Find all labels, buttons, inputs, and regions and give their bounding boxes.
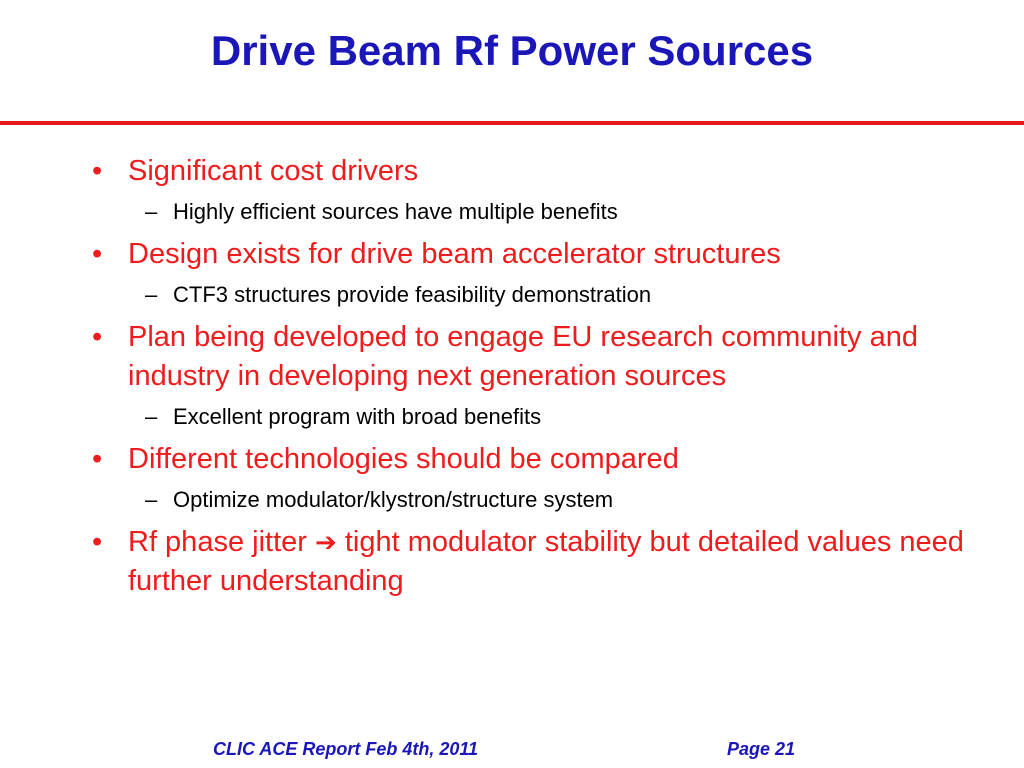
bullet-text: Different technologies should be compared [128, 443, 679, 475]
bullet-item [0, 235, 1024, 274]
bullet-text-before: Rf phase jitter [128, 526, 307, 558]
title-divider [0, 121, 1024, 125]
sub-bullet-marker: – [145, 487, 158, 512]
bullet-item [0, 152, 1024, 191]
bullet-text-after: tight modulator stability but detailed values need further understanding [128, 526, 964, 597]
bullet-text: Significant cost drivers [128, 155, 419, 187]
sub-bullet-item [0, 485, 1024, 515]
slide-title: Drive Beam Rf Power Sources [210, 27, 814, 74]
bullet-item [0, 318, 1024, 396]
page-number: Page 21 [727, 739, 796, 759]
bullet-item [0, 440, 1024, 479]
sub-bullet-text: Optimize modulator/klystron/structure system [173, 487, 614, 512]
bullet-marker: • [92, 526, 103, 558]
sub-bullet-item [0, 197, 1024, 227]
bullet-list [0, 152, 1024, 607]
footer [0, 739, 1024, 763]
sub-bullet-text: Excellent program with broad benefits [173, 404, 542, 429]
bullet-item [0, 523, 1024, 601]
sub-bullet-marker: – [145, 199, 158, 224]
bullet-marker: • [92, 155, 103, 187]
right-arrow-icon: ➔ [314, 527, 337, 557]
bullet-marker: • [92, 321, 103, 353]
sub-bullet-item [0, 280, 1024, 310]
bullet-marker: • [92, 443, 103, 475]
bullet-text: Design exists for drive beam accelerator structures [128, 238, 781, 270]
bullet-marker: • [92, 238, 103, 270]
footer-report-label: CLIC ACE Report Feb 4th, 2011 [213, 739, 479, 759]
sub-bullet-text: CTF3 structures provide feasibility demonstration [173, 282, 652, 307]
sub-bullet-marker: – [145, 404, 158, 429]
sub-bullet-item [0, 402, 1024, 432]
sub-bullet-text: Highly efficient sources have multiple benefits [173, 199, 618, 224]
sub-bullet-marker: – [145, 282, 158, 307]
bullet-text: Plan being developed to engage EU research community and industry in developing next generation sources [128, 321, 918, 392]
